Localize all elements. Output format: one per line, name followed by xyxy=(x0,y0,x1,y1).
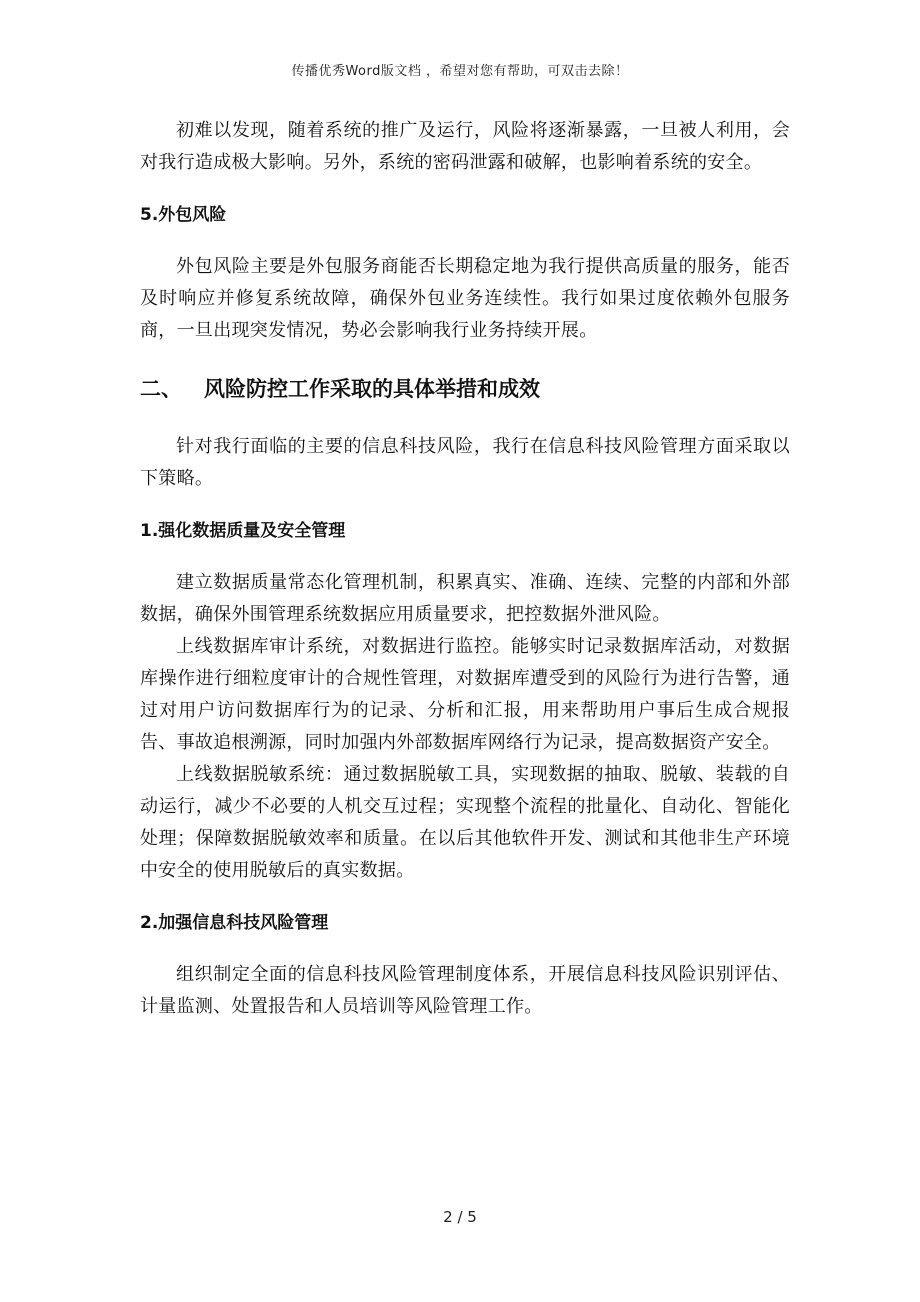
paragraph-data-quality-1: 建立数据质量常态化管理机制，积累真实、准确、连续、完整的内部和外部数据，确保外围管理系统数据应用质量要求，把控数据外泄风险。 xyxy=(140,572,790,625)
section-number: 二、 xyxy=(140,377,182,401)
section-heading-2 xyxy=(140,373,790,405)
paragraph-data-masking: 上线数据脱敏系统：通过数据脱敏工具，实现数据的抽取、脱敏、装载的自动运行，减少不必要的人机交互过程；实现整个流程的批量化、自动化、智能化处理；保障数据脱敏效率和质量。在以后其他软件开发、测试和其他非生产环境中安全的使用脱敏后的真实数据。 xyxy=(140,764,790,881)
document-body xyxy=(140,115,790,1023)
paragraph-continuation: 初难以发现，随着系统的推广及运行，风险将逐渐暴露，一旦被人利用，会对我行造成极大影响。另外，系统的密码泄露和破解，也影响着系统的安全。 xyxy=(140,120,790,173)
paragraph-outsourcing-risk: 外包风险主要是外包服务商能否长期稳定地为我行提供高质量的服务，能否及时响应并修复系统故障，确保外包业务连续性。我行如果过度依赖外包服务商，一旦出现突发情况，势必会影响我行业务持续开展。 xyxy=(140,256,790,341)
page-number: 2 / 5 xyxy=(443,1208,477,1226)
section-title: 风险防控工作采取的具体举措和成效 xyxy=(204,377,540,401)
paragraph-risk-management: 组织制定全面的信息科技风险管理制度体系，开展信息科技风险识别评估、计量监测、处置报告和人员培训等风险管理工作。 xyxy=(140,964,790,1017)
heading-outsourcing-risk: 5.外包风险 xyxy=(140,205,227,225)
paragraph-data-audit: 上线数据库审计系统，对数据进行监控。能够实时记录数据库活动，对数据库操作进行细粒度审计的合规性管理，对数据库遭受到的风险行为进行告警，通过对用户访问数据库行为的记录、分析和汇报，用来帮助用户事后生成合规报告、事故追根溯源，同时加强内外部数据库网络行为记录，提高数据资产安全。 xyxy=(140,636,790,753)
heading-data-quality: 1.强化数据质量及安全管理 xyxy=(140,521,346,541)
heading-risk-management: 2.加强信息科技风险管理 xyxy=(140,913,329,933)
page-header: 传播优秀Word版文档 ，希望对您有帮助，可双击去除！ xyxy=(291,64,629,79)
paragraph-intro: 针对我行面临的主要的信息科技风险，我行在信息科技风险管理方面采取以下策略。 xyxy=(140,436,790,489)
